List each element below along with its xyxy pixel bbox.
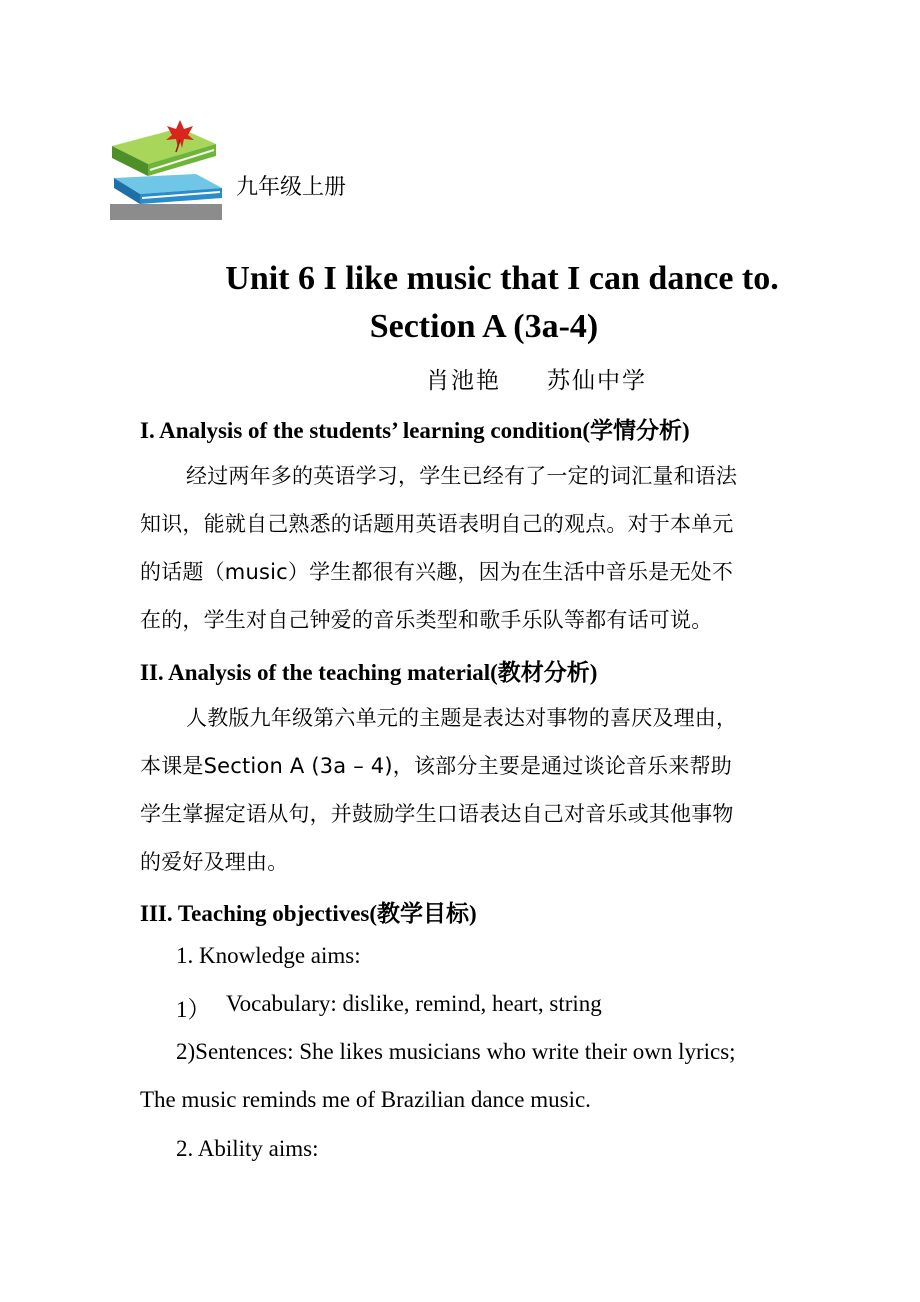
section2-line: 的爱好及理由。 xyxy=(140,850,289,874)
section2-line: 学生掌握定语从句，并鼓励学生口语表达自己对音乐或其他事物 xyxy=(140,802,734,826)
section1-line: 知识，能就自己熟悉的话题用英语表明自己的观点。对于本单元 xyxy=(140,512,734,536)
unit-title: Unit 6 I like music that I can dance to. xyxy=(225,260,779,297)
section3-heading: III. Teaching objectives(教学目标) xyxy=(140,901,477,926)
grade-label: 九年级上册 xyxy=(236,175,347,200)
section1-line: 的话题（music）学生都很有兴趣，因为在生活中音乐是无处不 xyxy=(140,560,734,584)
sentences-line-2: The music reminds me of Brazilian dance music. xyxy=(140,1087,591,1112)
section1-line: 在的，学生对自己钟爱的音乐类型和歌手乐队等都有话可说。 xyxy=(140,608,713,632)
section1-heading: I. Analysis of the students’ learning condition(学情分析) xyxy=(140,418,690,443)
ability-aims: 2. Ability aims: xyxy=(176,1136,319,1161)
author-line xyxy=(426,362,647,395)
sentences-line: 2)Sentences: She likes musicians who write their own lyrics; xyxy=(176,1039,736,1064)
section1-line: 经过两年多的英语学习，学生已经有了一定的词汇量和语法 xyxy=(186,464,738,488)
vocabulary-line: Vocabulary: dislike, remind, heart, string xyxy=(226,991,602,1016)
author-name: 肖池艳 xyxy=(426,368,501,394)
section-title: Section A (3a-4) xyxy=(369,308,599,345)
section2-line: 人教版九年级第六单元的主题是表达对事物的喜厌及理由， xyxy=(186,706,738,730)
author-school: 苏仙中学 xyxy=(547,368,647,394)
books-logo-icon xyxy=(110,118,225,222)
section2-line: 本课是Section A (3a – 4)，该部分主要是通过谈论音乐来帮助 xyxy=(140,754,732,778)
section2-heading: II. Analysis of the teaching material(教材分析) xyxy=(140,660,598,685)
vocab-number: 1） xyxy=(176,997,211,1022)
knowledge-aims: 1. Knowledge aims: xyxy=(176,943,361,968)
